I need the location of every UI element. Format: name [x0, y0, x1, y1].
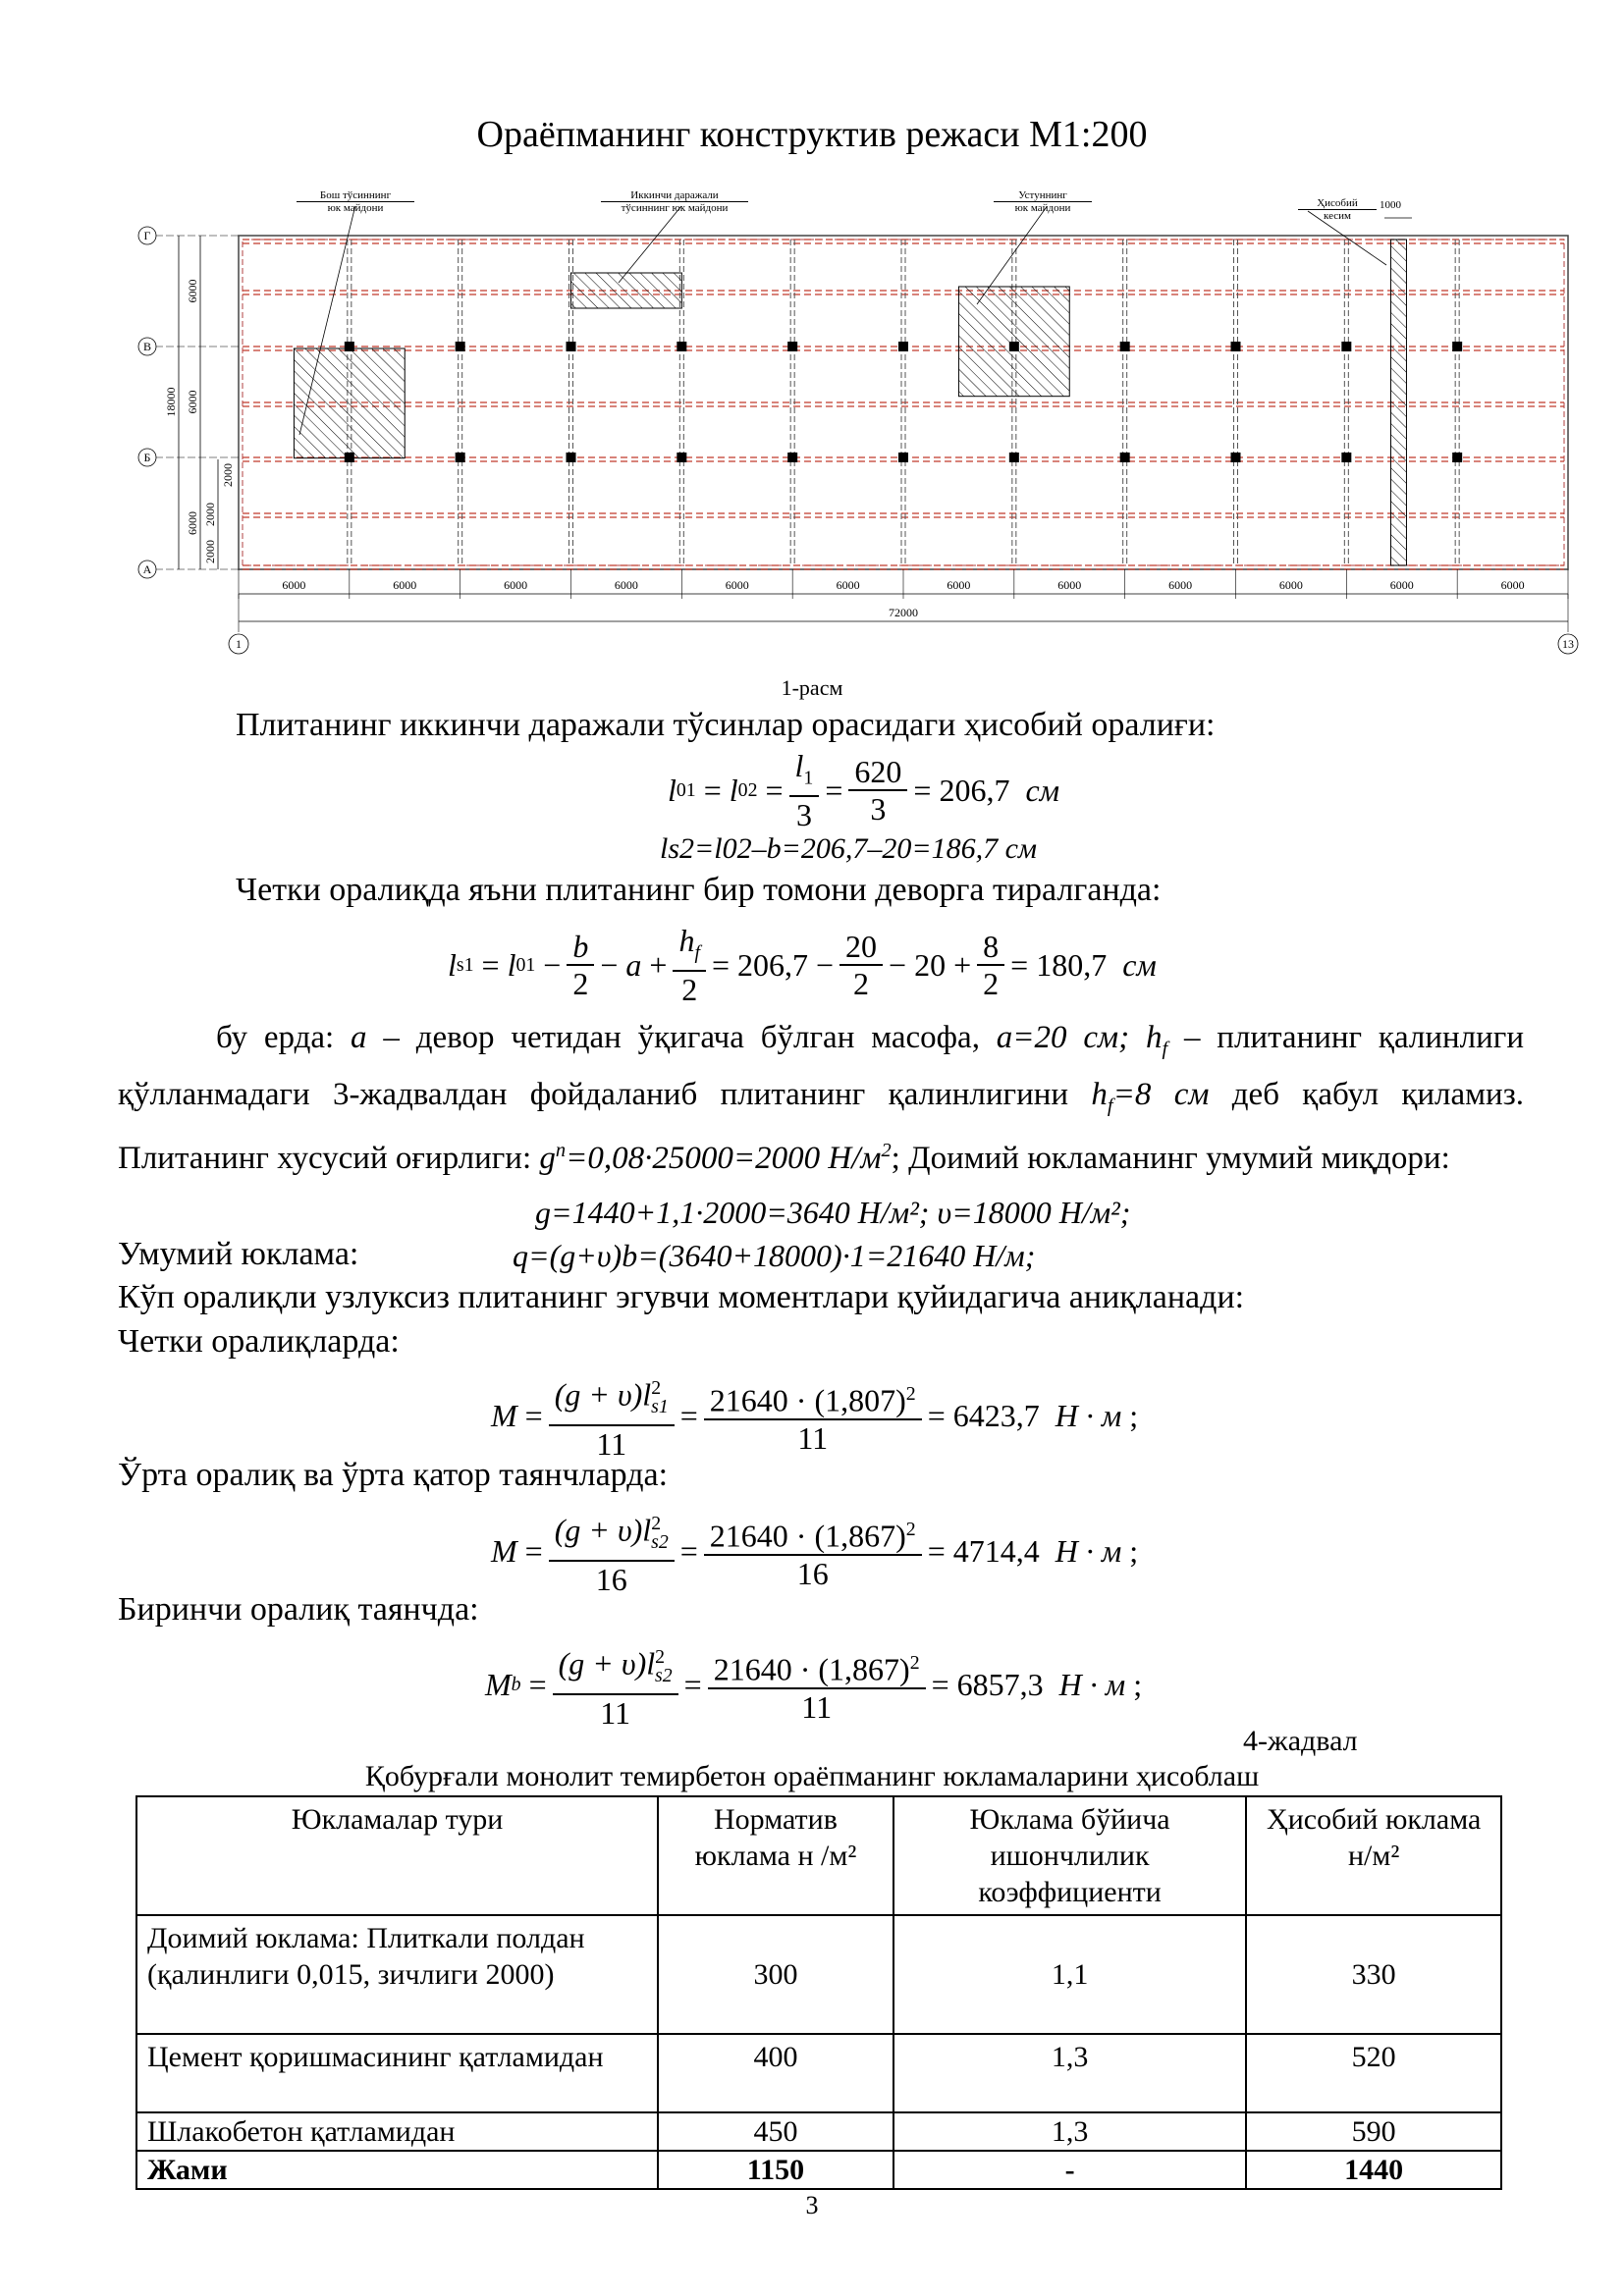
column — [1009, 453, 1019, 462]
cell-norm: 400 — [658, 2034, 893, 2112]
equation-q: q=(g+υ)b=(3640+18000)·1=21640 Н/м; — [513, 1238, 1036, 1273]
explanation-paragraph: бу ерда: a – девор четидан ўқигача бўлган масофа, a=20 см; $h_f$ – плитанинг қалинлиги қўлланмадаги 3-жадвалдан фойдаланиб плитанинг қалинлигини $h_f=8$ см деб қабул қиламиз. Плитанинг хусусий оғирлиги: $g^n=0,08\cdot 25000=2000$ $Н/м^2$; Доимий юкламанинг умумий миқдори: — [118, 1020, 1525, 1177]
callout-main-beam: Бош тўсиннинг юк майдони — [297, 189, 414, 214]
dim-label: 6000 — [1168, 578, 1193, 592]
column — [1341, 453, 1351, 462]
column — [1231, 453, 1241, 462]
equation-ls2: ls2=l02–b=206,7–20=186,7 см — [660, 832, 1038, 865]
axis-number: 13 — [1562, 637, 1574, 651]
cell-norm: 450 — [658, 2112, 893, 2151]
table-row — [136, 1915, 1501, 2034]
column — [1341, 342, 1351, 351]
column — [567, 453, 576, 462]
heading-edge-span: Четки оралиқда яъни плитанинг бир томони деворга тиралганда: — [236, 872, 1162, 908]
column — [456, 453, 465, 462]
table-header-row — [136, 1796, 1501, 1915]
dim-label: 6000 — [393, 578, 417, 592]
column — [567, 342, 576, 351]
page-number: 3 — [805, 2191, 819, 2219]
col-design: Ҳисобий юклама н/м² — [1246, 1796, 1501, 1915]
heading-design-span: Плитанинг иккинчи даражали тўсинлар орасидаги ҳисобий оралиғи: — [236, 707, 1216, 743]
table-title: Қобурғали монолит темирбетон ораёпманинг юкламаларини ҳисоблаш — [364, 1760, 1260, 1792]
dim-label: 2000 — [203, 540, 217, 563]
column — [787, 342, 797, 351]
col-normative: Норматив юклама н /м² — [658, 1796, 893, 1915]
axis-number: 1 — [236, 637, 242, 651]
cell-coef: 1,3 — [893, 2112, 1247, 2151]
figure-caption: 1-расм — [781, 675, 843, 700]
secondary-beam-load-area — [571, 273, 682, 308]
cell-coef: - — [893, 2151, 1247, 2189]
design-strip — [1390, 240, 1406, 565]
dim-label: 6000 — [282, 578, 306, 592]
cell-norm: 300 — [658, 1915, 893, 2034]
cell-coef: 1,1 — [893, 1915, 1247, 2034]
column — [1452, 342, 1462, 351]
heading-edge-spans: Четки оралиқларда: — [118, 1323, 400, 1360]
equation-l01: l 01 = l 02 = $\frac{l_1}{3}$ = $\frac{620}{3}$ = 206,7 см — [668, 748, 1060, 833]
callout-column: Устуннинг юк майдони — [994, 189, 1092, 214]
column — [677, 453, 686, 462]
heading-first-support: Биринчи оралиқ таянчда: — [118, 1591, 479, 1628]
cell-type: Шлакобетон қатламидан — [136, 2112, 658, 2151]
column — [898, 453, 908, 462]
equation-ls1: l s1 = l 01 − $\frac{b}{2}$ − a + $\frac{h_f}{2}$ = 206,7 − $\frac{20}{2}$ − 20 + $\frac{8}{2}$ = 180,7 см — [448, 923, 1157, 1008]
loads-table — [135, 1795, 1502, 2190]
label-total-load: Умумий юклама: — [118, 1236, 359, 1272]
cell-calc: 1440 — [1246, 2151, 1501, 2189]
axis-letter: Б — [143, 451, 151, 464]
cell-calc: 520 — [1246, 2034, 1501, 2112]
dim-label: 6000 — [614, 578, 638, 592]
table-row — [136, 2112, 1501, 2151]
axis-letter: В — [142, 340, 152, 353]
callout-design-section: Ҳисобий кесим — [1298, 197, 1377, 222]
column — [1120, 453, 1130, 462]
dim-label: 6000 — [1278, 578, 1303, 592]
leader-line — [619, 206, 685, 283]
page-title: Ораёпманинг конструктив режаси М1:200 — [476, 114, 1148, 155]
axis-letter: А — [142, 562, 152, 576]
col-load-type: Юкламалар тури — [136, 1796, 658, 1915]
heading-moments: Кўп оралиқли узлуксиз плитанинг эгувчи моментлари қуйидагича аниқланади: — [118, 1279, 1245, 1315]
column — [677, 342, 686, 351]
dim-label-total: 72000 — [889, 606, 918, 619]
dim-label: 2000 — [221, 463, 235, 487]
table-total-row — [136, 2151, 1501, 2189]
column-load-area — [958, 287, 1069, 397]
table-row — [136, 2034, 1501, 2112]
dim-label: 6000 — [1389, 578, 1414, 592]
dim-label: 6000 — [186, 279, 199, 303]
column — [898, 342, 908, 351]
callout-secondary-beam: Иккинчи даражали тўсиннинг юк майдони — [601, 189, 748, 214]
main-beam-load-area — [294, 348, 405, 458]
dim-label: 6000 — [186, 390, 199, 414]
heading-middle-spans: Ўрта оралиқ ва ўрта қатор таянчларда: — [118, 1457, 669, 1493]
column — [1452, 453, 1462, 462]
cell-type: Цемент қоришмасининг қатламидан — [136, 2034, 658, 2112]
column — [1231, 342, 1241, 351]
structural-plan-drawing — [118, 206, 1591, 687]
equation-g-total: g=1440+1,1·2000=3640 Н/м²; υ=18000 Н/м²; — [535, 1195, 1131, 1230]
column — [1120, 342, 1130, 351]
dim-label: 6000 — [504, 578, 528, 592]
equation-m-middle: M = $\frac{(g + \upsilon)l^2_{s2}}{16}$ = $\frac{21640 \cdot (1,867)^2}{16}$ = 4714,4 Н · м ; — [491, 1506, 1138, 1597]
equation-mb: M b = $\frac{(g + \upsilon)l^2_{s2}}{11}$ = $\frac{21640 \cdot (1,867)^2}{11}$ = 6857,3 Н · м ; — [485, 1639, 1142, 1731]
table-number: 4-жадвал — [1243, 1725, 1358, 1757]
cell-calc: 590 — [1246, 2112, 1501, 2151]
cell-coef: 1,3 — [893, 2034, 1247, 2112]
axis-letter: Г — [143, 229, 151, 242]
column — [456, 342, 465, 351]
dim-label: 6000 — [1500, 578, 1525, 592]
cell-calc: 330 — [1246, 1915, 1501, 2034]
dim-label: 18000 — [164, 387, 178, 417]
dim-label: 6000 — [947, 578, 971, 592]
dim-label: 6000 — [836, 578, 860, 592]
dim-label: 2000 — [203, 503, 217, 526]
equation-m-edge: M = $\frac{(g + \upsilon)l^2_{s1}}{11}$ = $\frac{21640 \cdot (1,807)^2}{11}$ = 6423,7 Н · м ; — [491, 1370, 1138, 1462]
column — [787, 453, 797, 462]
dim-label: 6000 — [1057, 578, 1082, 592]
cell-type: Жами — [136, 2151, 658, 2189]
cell-norm: 1150 — [658, 2151, 893, 2189]
dim-label: 6000 — [725, 578, 749, 592]
col-coefficient: Юклама бўйича ишончлилик коэффициенти — [893, 1796, 1247, 1915]
dim-1000: 1000 — [1380, 199, 1401, 211]
cell-type: Доимий юклама: Плиткали полдан (қалинлиги 0,015, зичлиги 2000) — [136, 1915, 658, 2034]
dim-label: 6000 — [186, 511, 199, 535]
